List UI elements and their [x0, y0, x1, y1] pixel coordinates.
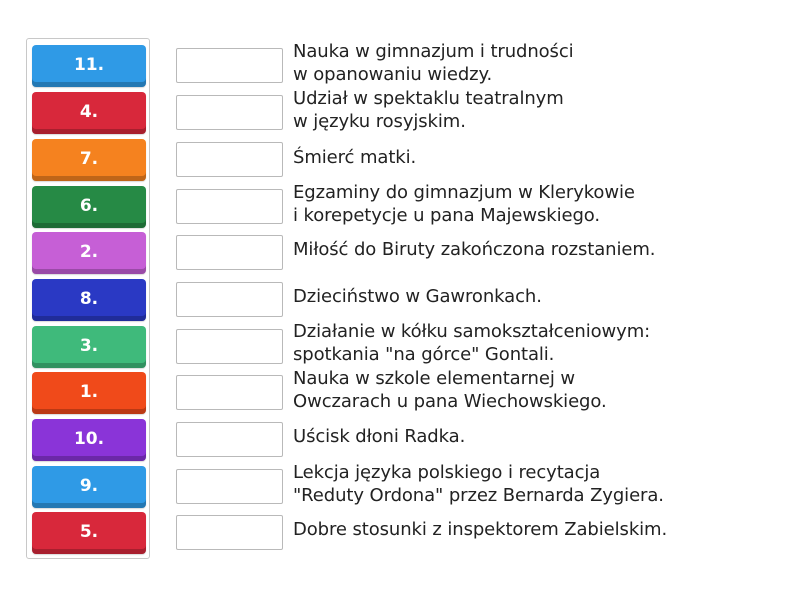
drop-slot[interactable] [176, 329, 283, 364]
drop-slot[interactable] [176, 95, 283, 130]
event-description [293, 181, 773, 227]
answer-tile[interactable]: 7. [32, 139, 146, 181]
event-description [293, 461, 773, 507]
drop-slot[interactable] [176, 515, 283, 550]
drop-slot[interactable] [176, 189, 283, 224]
description-line: w opanowaniu wiedzy. [293, 64, 493, 85]
event-description [293, 87, 773, 133]
description-line: Nauka w gimnazjum i trudności [293, 41, 574, 62]
description-line: Dobre stosunki z inspektorem Zabielskim. [293, 519, 668, 540]
event-description [293, 146, 773, 169]
description-line: Śmierć matki. [293, 147, 417, 168]
answer-tile[interactable]: 3. [32, 326, 146, 368]
description-line: Udział w spektaklu teatralnym [293, 88, 564, 109]
answer-tile[interactable]: 5. [32, 512, 146, 554]
description-line: Miłość do Biruty zakończona rozstaniem. [293, 239, 656, 260]
event-description [293, 320, 773, 366]
answer-tile[interactable]: 11. [32, 45, 146, 87]
drop-slot[interactable] [176, 375, 283, 410]
drop-slot[interactable] [176, 422, 283, 457]
answer-tile[interactable]: 6. [32, 186, 146, 228]
description-line: i korepetycje u pana Majewskiego. [293, 205, 601, 226]
answer-tile[interactable]: 9. [32, 466, 146, 508]
description-line: Nauka w szkole elementarnej w [293, 368, 575, 389]
drop-slot[interactable] [176, 469, 283, 504]
description-line: Dzieciństwo w Gawronkach. [293, 286, 542, 307]
answer-tile[interactable]: 10. [32, 419, 146, 461]
answer-tile[interactable]: 1. [32, 372, 146, 414]
description-line: Egzaminy do gimnazjum w Klerykowie [293, 182, 635, 203]
description-line: Uścisk dłoni Radka. [293, 426, 466, 447]
event-description [293, 425, 773, 448]
description-line: Działanie w kółku samokształceniowym: [293, 321, 651, 342]
answer-tile[interactable]: 4. [32, 92, 146, 134]
event-description [293, 40, 773, 86]
drop-slot[interactable] [176, 48, 283, 83]
drop-slot[interactable] [176, 282, 283, 317]
drop-slot[interactable] [176, 142, 283, 177]
drop-slot[interactable] [176, 235, 283, 270]
event-description [293, 285, 773, 308]
description-line: Owczarach u pana Wiechowskiego. [293, 391, 607, 412]
description-line: spotkania "na górce" Gontali. [293, 344, 555, 365]
event-description [293, 238, 773, 261]
description-line: "Reduty Ordona" przez Bernarda Zygiera. [293, 485, 664, 506]
description-line: w języku rosyjskim. [293, 111, 466, 132]
answer-tile[interactable]: 8. [32, 279, 146, 321]
event-description [293, 367, 773, 413]
answer-tile[interactable]: 2. [32, 232, 146, 274]
description-line: Lekcja języka polskiego i recytacja [293, 462, 601, 483]
event-description [293, 518, 773, 541]
